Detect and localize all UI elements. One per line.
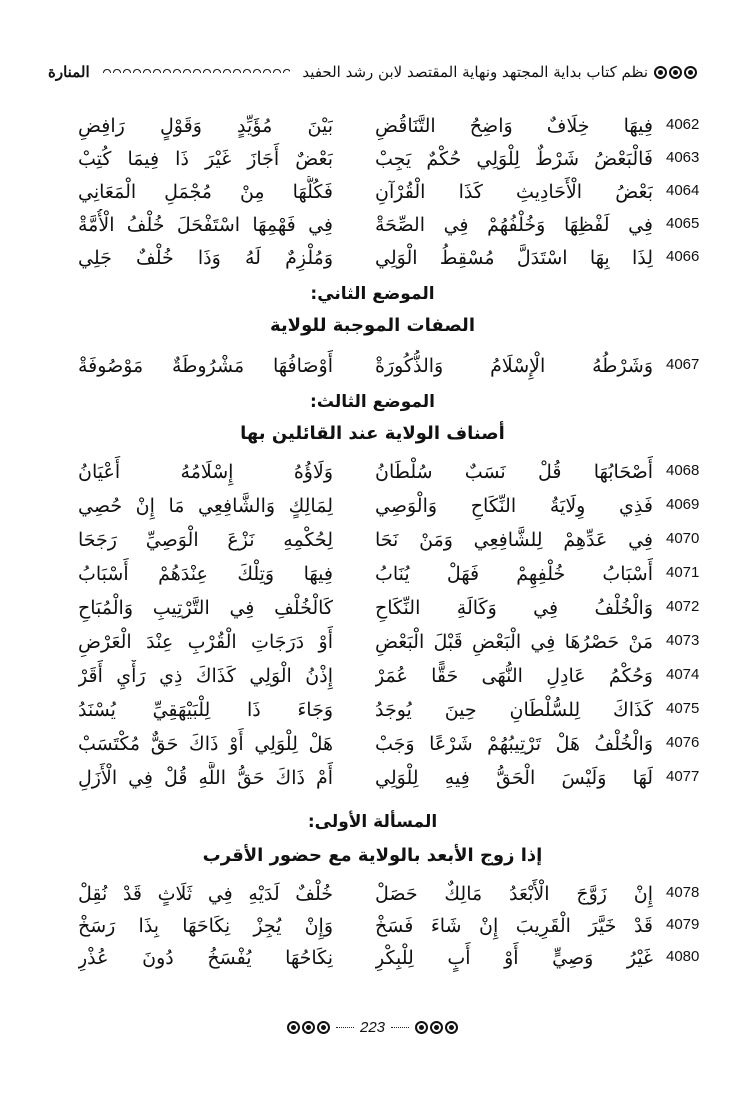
verse-number: 4076 <box>666 734 700 751</box>
page-header <box>48 58 697 86</box>
rosette-icon <box>317 1021 330 1034</box>
footer-divider <box>336 1027 354 1028</box>
verse-first-hemistich: قَدْ خَيَّرَ الْقَرِيبَ إِنْ شَاءَ فَسَخْ <box>375 915 653 937</box>
verse-second-hemistich: نِكَاحُهَا يُفْسَخُ دُونَ عُذْرِ <box>78 947 333 969</box>
verse-line <box>0 110 745 142</box>
verse-line <box>0 878 745 910</box>
verse-second-hemistich: فَكُلُّهَا مِنْ مُجْمَلِ الْمَعَانِي <box>78 181 333 203</box>
verse-line <box>0 558 745 590</box>
verse-line <box>0 209 745 241</box>
verse-number: 4074 <box>666 666 700 683</box>
verse-first-hemistich: فِي عَدِّهِمْ لِلشَّافِعِي وَمَنْ نَحَا <box>375 529 653 551</box>
verse-first-hemistich: لَهَا وَلَيْسَ الْحَقُّ فِيهِ لِلْوَلِي <box>375 767 653 789</box>
journal-name: المنارة <box>48 63 90 81</box>
verse-second-hemistich: خُلْفٌ لَدَيْهِ فِي ثَلَاثٍ قَدْ نُقِلْ <box>78 883 333 905</box>
verse-number: 4065 <box>666 215 700 232</box>
verse-second-hemistich: أَوْصَافُهَا مَشْرُوطَةٌ مَوْصُوفَةْ <box>78 355 333 377</box>
book-title: نظم كتاب بداية المجتهد ونهاية المقتصد لابن رشد الحفيد <box>302 63 648 81</box>
verse-line <box>0 694 745 726</box>
verse-number: 4079 <box>666 916 700 933</box>
section-label: الموضع الثاني: <box>310 284 435 304</box>
verse-second-hemistich: هَلْ لِلْوَلِي أَوْ ذَاكَ حَقٌّ مُكْتَسَبْ <box>78 733 333 755</box>
verse-number: 4069 <box>666 496 700 513</box>
verse-line <box>0 626 745 658</box>
verse-second-hemistich: وَمُلْزِمٌ لَهُ وَذَا خُلْفٌ جَلِي <box>78 247 333 269</box>
verse-line <box>0 490 745 522</box>
verse-first-hemistich: وَحُكْمُ عَادِلِ النُّهَى حَقًّا عُمَرْ <box>375 665 653 687</box>
verse-first-hemistich: إِنْ زَوَّجَ الْأَبْعَدُ مَالِكٌ حَصَلْ <box>375 883 653 905</box>
section-label: الموضع الثالث: <box>310 392 435 412</box>
verse-number: 4072 <box>666 598 700 615</box>
verse-second-hemistich: وَإِنْ يُجِزْ نِكَاحَهَا بِذَا رَسَخْ <box>78 915 333 937</box>
verse-second-hemistich: وَلَاؤُهُ إِسْلَامُهُ أَعْيَانُ <box>78 461 333 483</box>
verse-second-hemistich: لِمَالِكٍ وَالشَّافِعِي مَا إِنْ حُصِي <box>78 495 333 517</box>
verse-number: 4062 <box>666 116 700 133</box>
rosette-icon <box>669 66 682 79</box>
verse-line <box>0 728 745 760</box>
verse-first-hemistich: فِيهَا خِلَافٌ وَاضِحُ التَّنَاقُضِ <box>375 115 653 137</box>
verse-line <box>0 143 745 175</box>
rosette-icon <box>654 66 667 79</box>
verse-first-hemistich: فِي لَفْظِهَا وَخُلْفُهُمْ فِي الصِّحَةْ <box>375 214 653 236</box>
verse-second-hemistich: كَالْخُلْفِ فِي التَّرْتِيبِ وَالْمُبَاحِ <box>78 597 333 619</box>
verse-number: 4073 <box>666 632 700 649</box>
verse-first-hemistich: بَعْضُ الْأَحَادِيثِ كَذَا الْقُرْآنِ <box>375 181 653 203</box>
verse-number: 4063 <box>666 149 700 166</box>
verse-first-hemistich: فَالْبَعْضُ شَرْطٌ لِلْوَلِي حُكْمٌ يَجِبْ <box>375 148 653 170</box>
verse-first-hemistich: وَشَرْطُهُ الْإِسْلَامُ وَالذُّكُورَةْ <box>375 355 653 377</box>
verse-second-hemistich: فِيهَا وَتِلْكَ عِنْدَهُمْ أَسْبَابُ <box>78 563 333 585</box>
verse-line <box>0 524 745 556</box>
section-label: المسألة الأولى: <box>307 812 438 832</box>
page-footer <box>0 1016 745 1038</box>
rosette-icon <box>430 1021 443 1034</box>
verse-first-hemistich: كَذَاكَ لِلسُّلْطَانِ حِينَ يُوجَدُ <box>375 699 653 721</box>
verse-number: 4078 <box>666 884 700 901</box>
verse-number: 4080 <box>666 948 700 965</box>
footer-ornament-right <box>415 1021 458 1034</box>
verse-second-hemistich: فِي فَهْمِهَا اسْتَفْحَلَ خُلْفُ الْأُمَّةْ <box>78 214 333 236</box>
verse-first-hemistich: وَالْخُلْفُ فِي وَكَالَةِ النِّكَاحِ <box>375 597 653 619</box>
verse-second-hemistich: لِحُكْمِهِ نَزْعَ الْوَصِيِّ رَجَحَا <box>78 529 333 551</box>
verse-line <box>0 242 745 274</box>
verse-first-hemistich: لِذَا بِهَا اسْتَدَلَّ مُسْقِطُ الْوَلِي <box>375 247 653 269</box>
rosette-icon <box>684 66 697 79</box>
verse-line <box>0 910 745 942</box>
footer-ornament-left <box>287 1021 330 1034</box>
header-wave-divider <box>102 66 291 78</box>
verse-line <box>0 592 745 624</box>
rosette-icon <box>302 1021 315 1034</box>
section-title: إذا زوج الأبعد بالولاية مع حضور الأقرب <box>202 845 543 866</box>
verse-line <box>0 660 745 692</box>
verse-number: 4075 <box>666 700 700 717</box>
verse-first-hemistich: فَذِي وِلَايَةُ النِّكَاحِ وَالْوَصِي <box>375 495 653 517</box>
verse-second-hemistich: بَعْضٌ أَجَازَ غَيْرَ ذَا فِيمَا كُتِبْ <box>78 148 333 170</box>
verse-line <box>0 942 745 974</box>
verse-line <box>0 350 745 382</box>
verse-number: 4066 <box>666 248 700 265</box>
verse-first-hemistich: أَصْحَابُهَا قُلْ نَسَبٌ سُلْطَانُ <box>375 461 653 483</box>
rosette-icon <box>287 1021 300 1034</box>
rosette-icon <box>415 1021 428 1034</box>
verse-line <box>0 762 745 794</box>
verse-second-hemistich: بَيْنَ مُؤَيِّدٍ وَقَوْلٍ رَافِضِ <box>78 115 333 137</box>
rosette-icon <box>445 1021 458 1034</box>
verse-first-hemistich: مَنْ حَصْرُهَا فِي الْبَعْضِ قَبْلَ الْبَعْضِ <box>375 631 653 653</box>
verse-first-hemistich: أَسْبَابُ خُلْفِهِمْ فَهَلْ يُنَابُ <box>375 563 653 585</box>
header-ornament <box>654 66 697 79</box>
verse-second-hemistich: أَمْ ذَاكَ حَقُّ اللَّهِ قُلْ فِي الْأَزَلِ <box>78 767 333 789</box>
verse-number: 4077 <box>666 768 700 785</box>
verse-second-hemistich: أَوْ دَرَجَاتِ الْقُرْبِ عِنْدَ الْعَرْضِ <box>78 631 333 653</box>
footer-divider <box>391 1027 409 1028</box>
verse-second-hemistich: وَجَاءَ ذَا لِلْبَيْهَقِيِّ يُسْنَدُ <box>78 699 333 721</box>
verse-number: 4067 <box>666 356 700 373</box>
verse-second-hemistich: إِذْنُ الْوَلِي كَذَاكَ ذِي رَأْيِ أَقَرْ <box>78 665 333 687</box>
section-title: أصناف الولاية عند القائلين بها <box>240 423 505 444</box>
section-title: الصفات الموجبة للولاية <box>270 315 475 336</box>
verse-number: 4064 <box>666 182 700 199</box>
verse-number: 4070 <box>666 530 700 547</box>
verse-line <box>0 176 745 208</box>
verse-first-hemistich: وَالْخُلْفُ هَلْ تَرْتِيبُهُمْ شَرْعًا وَجَبْ <box>375 733 653 755</box>
verse-number: 4068 <box>666 462 700 479</box>
page-number: 223 <box>359 1018 386 1036</box>
verse-number: 4071 <box>666 564 700 581</box>
verse-line <box>0 456 745 488</box>
verse-first-hemistich: غَيْرُ وَصِيٍّ أَوْ أَبٍ لِلْبِكْرِ <box>375 947 653 969</box>
